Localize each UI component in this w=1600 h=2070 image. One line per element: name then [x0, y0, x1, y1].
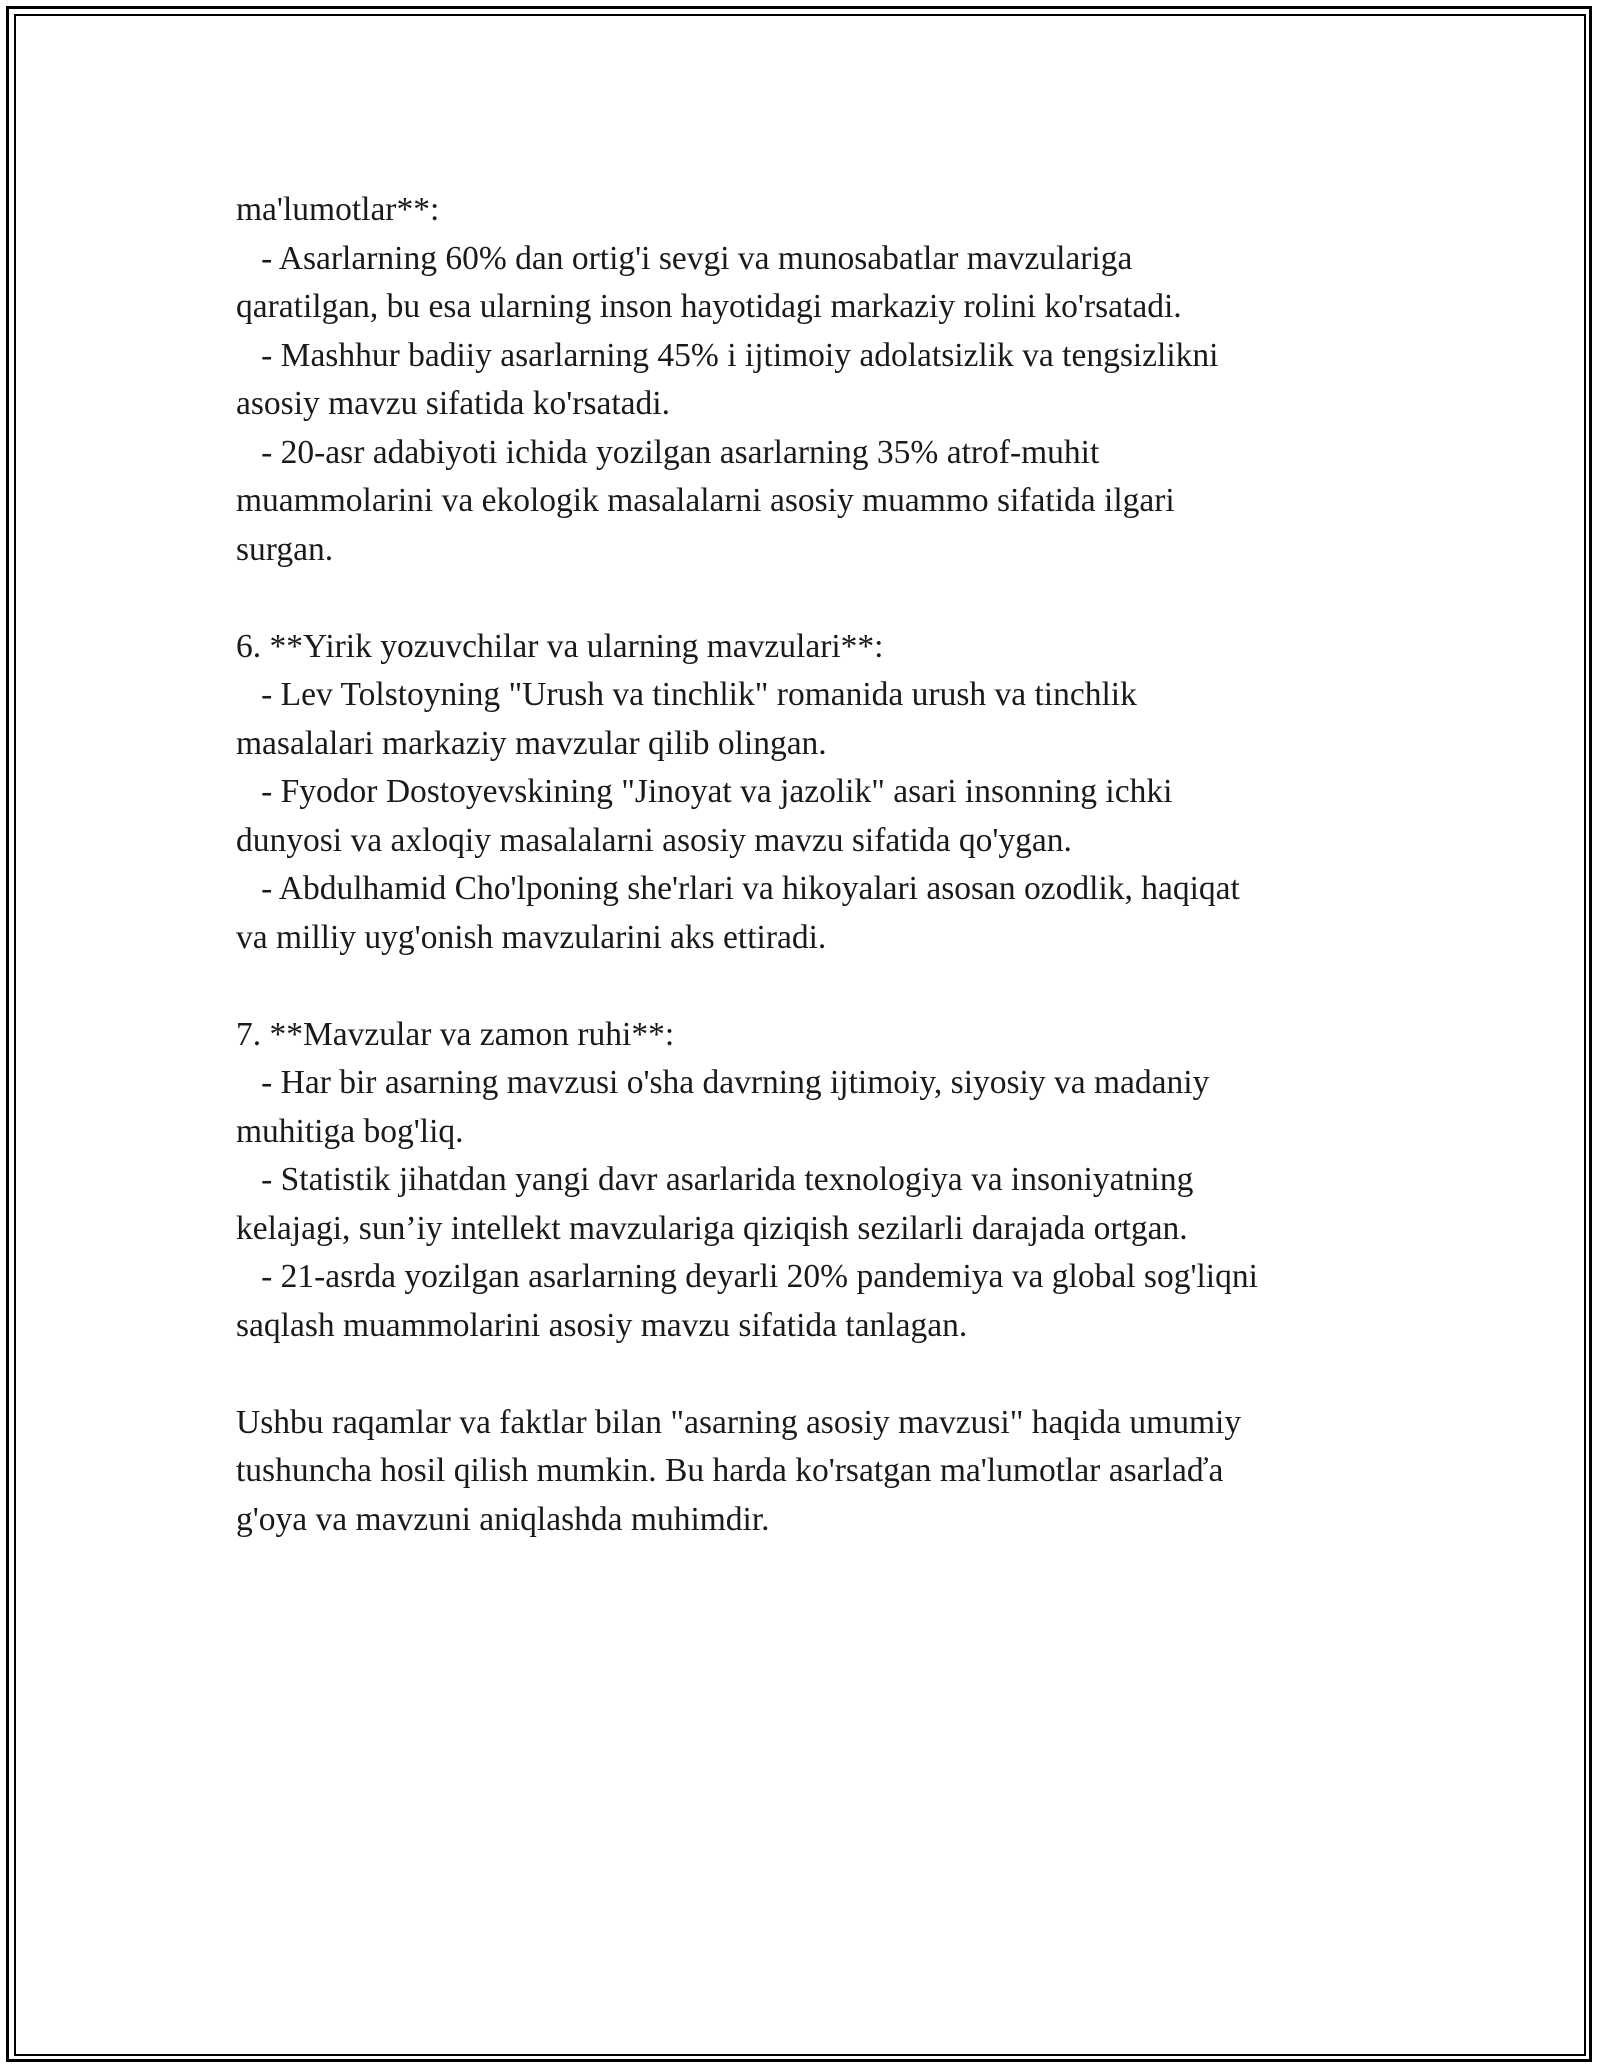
text-line: - Mashhur badiiy asarlarning 45% i ijtimoiy adolatsizlik va tengsizlikni [236, 336, 1219, 374]
paragraph-gap [236, 1350, 1366, 1399]
text-line: - Har bir asarning mavzusi o'sha davrning ijtimoiy, siyosiy va madaniy [236, 1064, 1210, 1101]
text-line: surgan. [236, 530, 334, 568]
document-body [236, 186, 1366, 1544]
text-line: qaratilgan, bu esa ularning inson hayotidagi markaziy rolini ko'rsatadi. [236, 288, 1182, 325]
text-line: - Abdulhamid Cho'lponing she'rlari va hikoyalari asosan ozodlik, haqiqat [236, 870, 1240, 907]
text-line: va milliy uyg'onish mavzularini aks ettiradi. [236, 918, 827, 956]
paragraph-gap [236, 574, 1366, 623]
text-line: g'oya va mavzuni aniqlashda muhimdir. [236, 1500, 770, 1538]
text-line: tushuncha hosil qilish mumkin. Bu harda ko'rsatgan ma'lumotlar asarlaďa [236, 1452, 1224, 1489]
text-line: asosiy mavzu sifatida ko'rsatadi. [236, 385, 670, 422]
text-line: saqlash muammolarini asosiy mavzu sifatida tanlagan. [236, 1306, 968, 1344]
text-line: muhitiga bog'liq. [236, 1112, 464, 1150]
text-line: - Asarlarning 60% dan ortig'i sevgi va munosabatlar mavzulariga [236, 239, 1133, 277]
text-line: - Statistik jihatdan yangi davr asarlarida texnologiya va insoniyatning [236, 1161, 1194, 1198]
paragraph-gap [236, 962, 1366, 1011]
text-line: - Fyodor Dostoyevskining "Jinoyat va jazolik" asari insonning ichki [236, 773, 1173, 810]
section-heading: 7. **Mavzular va zamon ruhi**: [236, 1015, 675, 1053]
text-line: dunyosi va axloqiy masalalarni asosiy mavzu sifatida qo'ygan. [236, 821, 1072, 859]
text-line: - 20-asr adabiyoti ichida yozilgan asarlarning 35% atrof-muhit [236, 433, 1100, 471]
text-line: masalalari markaziy mavzular qilib olingan. [236, 724, 827, 762]
text-line: - 21-asrda yozilgan asarlarning deyarli 20% pandemiya va global sog'liqni [236, 1258, 1258, 1295]
section-heading: 6. **Yirik yozuvchilar va ularning mavzulari**: [236, 627, 884, 665]
text-line: Ushbu raqamlar va faktlar bilan "asarning asosiy mavzusi" haqida umumiy [236, 1403, 1242, 1441]
text-line: kelajagi, sun’iy intellekt mavzulariga qiziqish sezilarli darajada ortgan. [236, 1209, 1188, 1247]
text-line: - Lev Tolstoyning "Urush va tinchlik" romanida urush va tinchlik [236, 676, 1137, 713]
text-line: muammolarini va ekologik masalalarni asosiy muammo sifatida ilgari [236, 482, 1175, 519]
text-line: ma'lumotlar**: [236, 191, 440, 228]
